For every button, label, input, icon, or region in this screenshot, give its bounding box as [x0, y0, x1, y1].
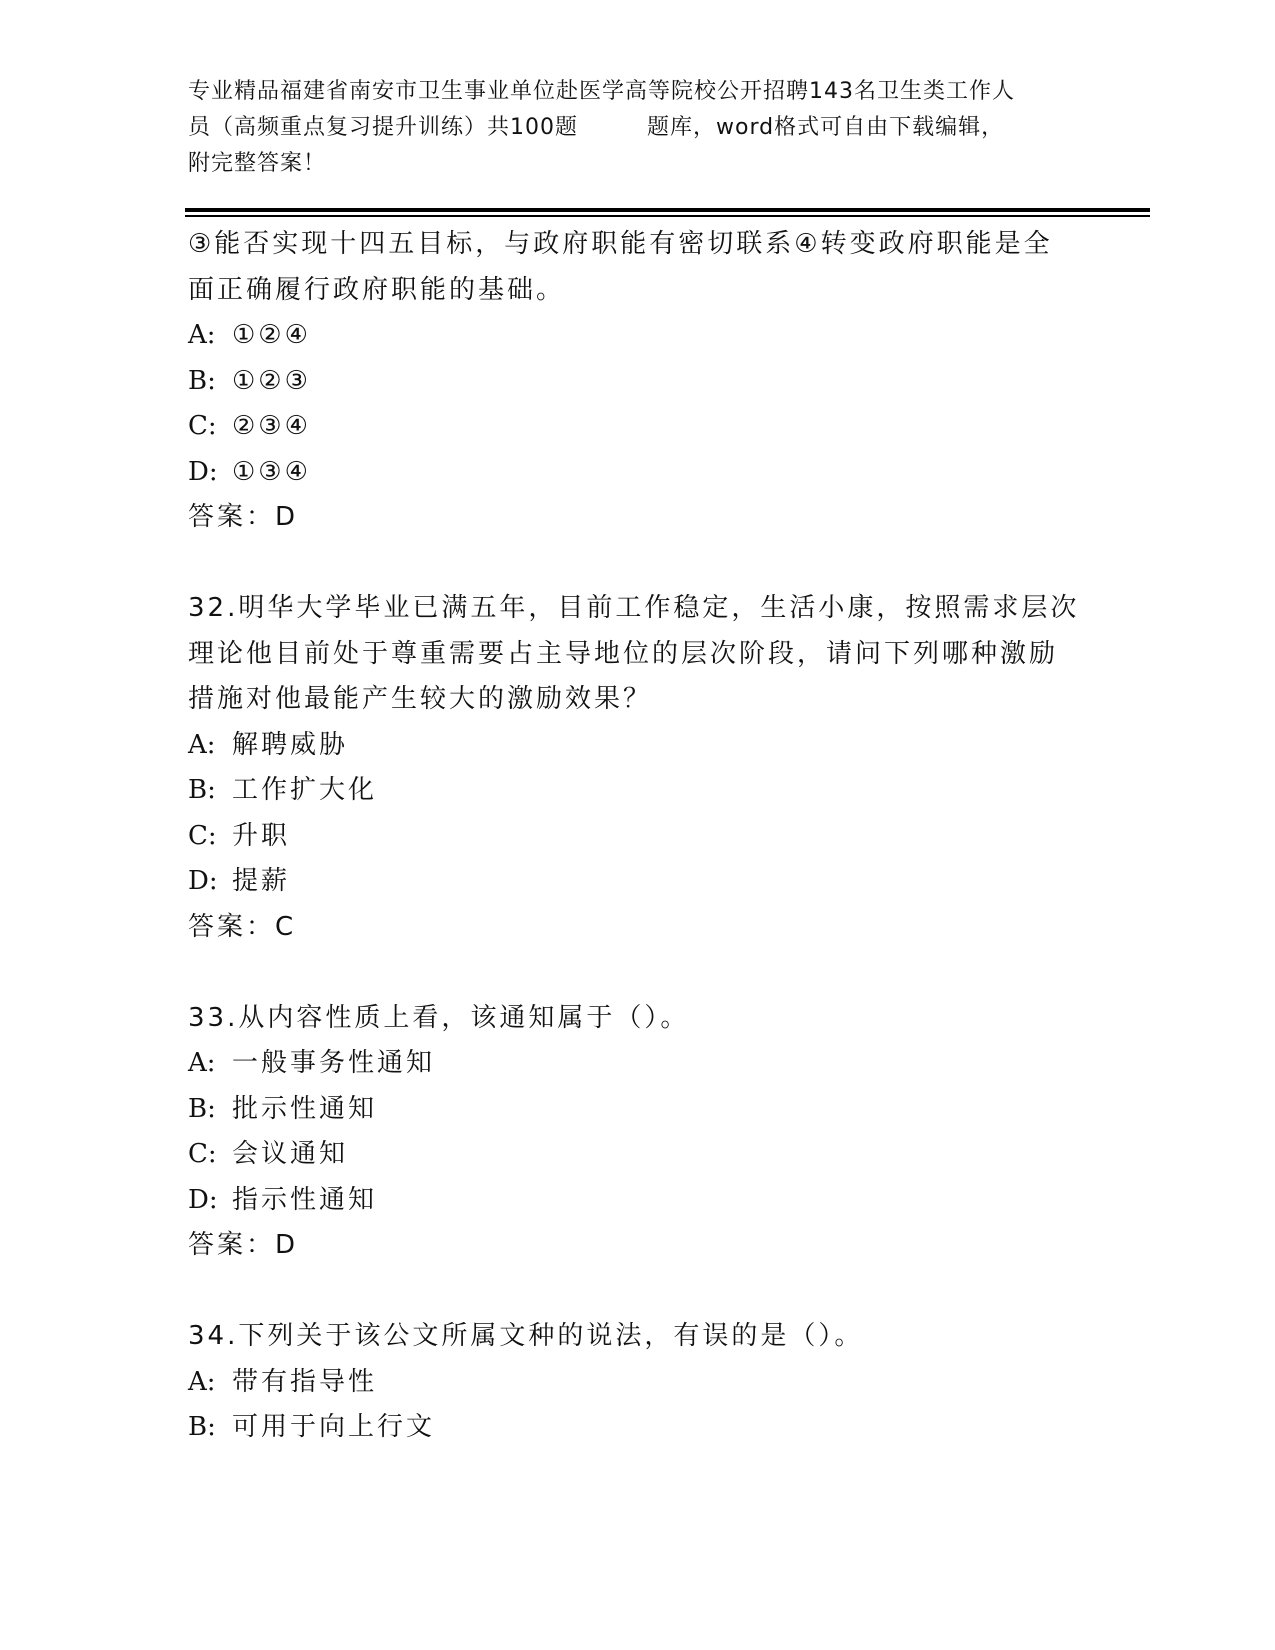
option-letter: B: [188, 775, 216, 805]
option-text: 带有指导性 [232, 1366, 378, 1397]
option-letter: D: [188, 456, 218, 487]
question-stem: ③能否实现十四五目标，与政府职能有密切联系④转变政府职能是全 [188, 229, 1053, 259]
question-list [188, 222, 1088, 1451]
option-text: 解聘威胁 [232, 729, 349, 760]
option-text: 会议通知 [232, 1139, 349, 1169]
question-spacer [188, 950, 1088, 996]
header-line-2: 员（高频重点复习提升训练）共100题 题库，word格式可自由下载编辑， [188, 115, 1005, 140]
option-c [188, 814, 1088, 860]
header-rule-thin [185, 215, 1150, 217]
question-34 [188, 1314, 1088, 1451]
option-text: 批示性通知 [232, 1093, 378, 1124]
question-stem: 措施对他最能产生较大的激励效果？ [188, 684, 653, 714]
header-line-3: 附完整答案！ [188, 151, 327, 176]
option-letter: A: [188, 320, 216, 350]
option-b [188, 1087, 1088, 1133]
option-letter: C: [188, 411, 217, 441]
option-text: 一般事务性通知 [232, 1048, 436, 1078]
answer: 答案：D [188, 1230, 299, 1260]
option-text: ①③④ [232, 456, 311, 487]
option-a [188, 313, 1088, 359]
option-letter: A: [188, 1048, 216, 1078]
option-text: ①②③ [232, 365, 311, 396]
question-stem: 32.明华大学毕业已满五年，目前工作稳定，生活小康，按照需求层次 [188, 593, 1080, 623]
option-text: 可用于向上行文 [232, 1412, 436, 1442]
option-b [188, 359, 1088, 405]
question-stem: 面正确履行政府职能的基础。 [188, 274, 566, 305]
question-stem: 理论他目前处于尊重需要占主导地位的层次阶段，请问下列哪种激励 [188, 638, 1059, 669]
option-letter: A: [188, 729, 216, 760]
option-c [188, 404, 1088, 450]
option-letter: C: [188, 820, 217, 851]
question-spacer [188, 1269, 1088, 1315]
header-rule-thick [185, 208, 1150, 212]
question-32 [188, 586, 1088, 950]
option-letter: D: [188, 1184, 218, 1215]
option-letter: A: [188, 1366, 216, 1397]
option-a [188, 723, 1088, 769]
option-d [188, 450, 1088, 496]
option-letter: B: [188, 1093, 216, 1124]
document-header [188, 74, 1088, 182]
option-text: 升职 [232, 820, 291, 851]
option-c [188, 1132, 1088, 1178]
answer: 答案：D [188, 502, 299, 532]
option-letter: B: [188, 365, 216, 396]
question-31 [188, 222, 1088, 541]
option-a [188, 1041, 1088, 1087]
option-d [188, 859, 1088, 905]
option-text: 提薪 [232, 866, 291, 896]
question-stem: 34.下列关于该公文所属文种的说法，有误的是（）。 [188, 1321, 864, 1351]
header-line-1: 专业精品福建省南安市卫生事业单位赴医学高等院校公开招聘143名卫生类工作人 [188, 79, 1015, 104]
option-text: 指示性通知 [232, 1184, 378, 1215]
answer: 答案：C [188, 911, 297, 942]
option-text: ①②④ [232, 320, 311, 350]
option-b [188, 1405, 1088, 1451]
question-stem: 33.从内容性质上看，该通知属于（）。 [188, 1002, 690, 1033]
option-d [188, 1178, 1088, 1224]
option-letter: B: [188, 1412, 216, 1442]
option-text: ②③④ [232, 411, 311, 441]
option-b [188, 768, 1088, 814]
option-letter: D: [188, 866, 218, 896]
question-33 [188, 996, 1088, 1269]
option-letter: C: [188, 1139, 217, 1169]
question-spacer [188, 541, 1088, 587]
option-a [188, 1360, 1088, 1406]
option-text: 工作扩大化 [232, 775, 378, 805]
